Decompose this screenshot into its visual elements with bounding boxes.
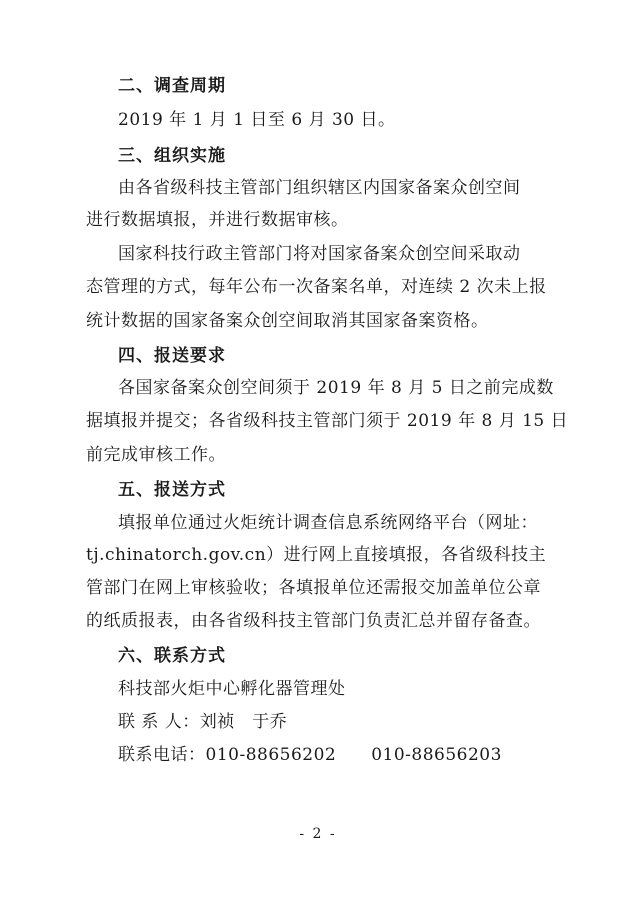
page-number: - 2 - xyxy=(299,826,337,842)
paragraph-line: 2019 年 1 月 1 日至 6 月 30 日。 xyxy=(118,110,396,130)
contact-persons: 联 系 人：刘祯 于乔 xyxy=(118,712,288,732)
paragraph-line: tj.chinatorch.gov.cn）进行网上直接填报，各省级科技主 xyxy=(86,545,547,565)
section-heading-contact: 六、联系方式 xyxy=(118,646,226,666)
paragraph-line: 填报单位通过火炬统计调查信息系统网络平台（网址： xyxy=(118,513,538,533)
paragraph-line: 统计数据的国家备案众创空间取消其国家备案资格。 xyxy=(86,311,489,331)
section-heading-organization: 三、组织实施 xyxy=(118,146,226,166)
paragraph-line: 国家科技行政主管部门将对国家备案众创空间采取动 xyxy=(118,244,521,264)
paragraph-line: 的纸质报表，由各省级科技主管部门负责汇总并留存备查。 xyxy=(86,611,541,631)
paragraph-line: 态管理的方式，每年公布一次备案名单，对连续 2 次未上报 xyxy=(86,277,547,297)
contact-office: 科技部火炬中心孵化器管理处 xyxy=(118,679,346,699)
paragraph-line: 管部门在网上审核验收；各填报单位还需报交加盖单位公章 xyxy=(86,578,541,598)
paragraph-line: 各国家备案众创空间须于 2019 年 8 月 5 日之前完成数 xyxy=(118,378,554,398)
section-heading-survey-period: 二、调查周期 xyxy=(118,76,226,96)
paragraph-line: 由各省级科技主管部门组织辖区内国家备案众创空间 xyxy=(118,178,521,198)
paragraph-line: 进行数据填报，并进行数据审核。 xyxy=(86,210,349,230)
contact-phone: 联系电话：010-88656202 010-88656203 xyxy=(118,745,502,765)
paragraph-line: 据填报并提交；各省级科技主管部门须于 2019 年 8 月 15 日 xyxy=(86,411,569,431)
section-heading-submission-requirements: 四、报送要求 xyxy=(118,346,226,366)
section-heading-submission-method: 五、报送方式 xyxy=(118,480,226,500)
paragraph-line: 前完成审核工作。 xyxy=(86,445,226,465)
